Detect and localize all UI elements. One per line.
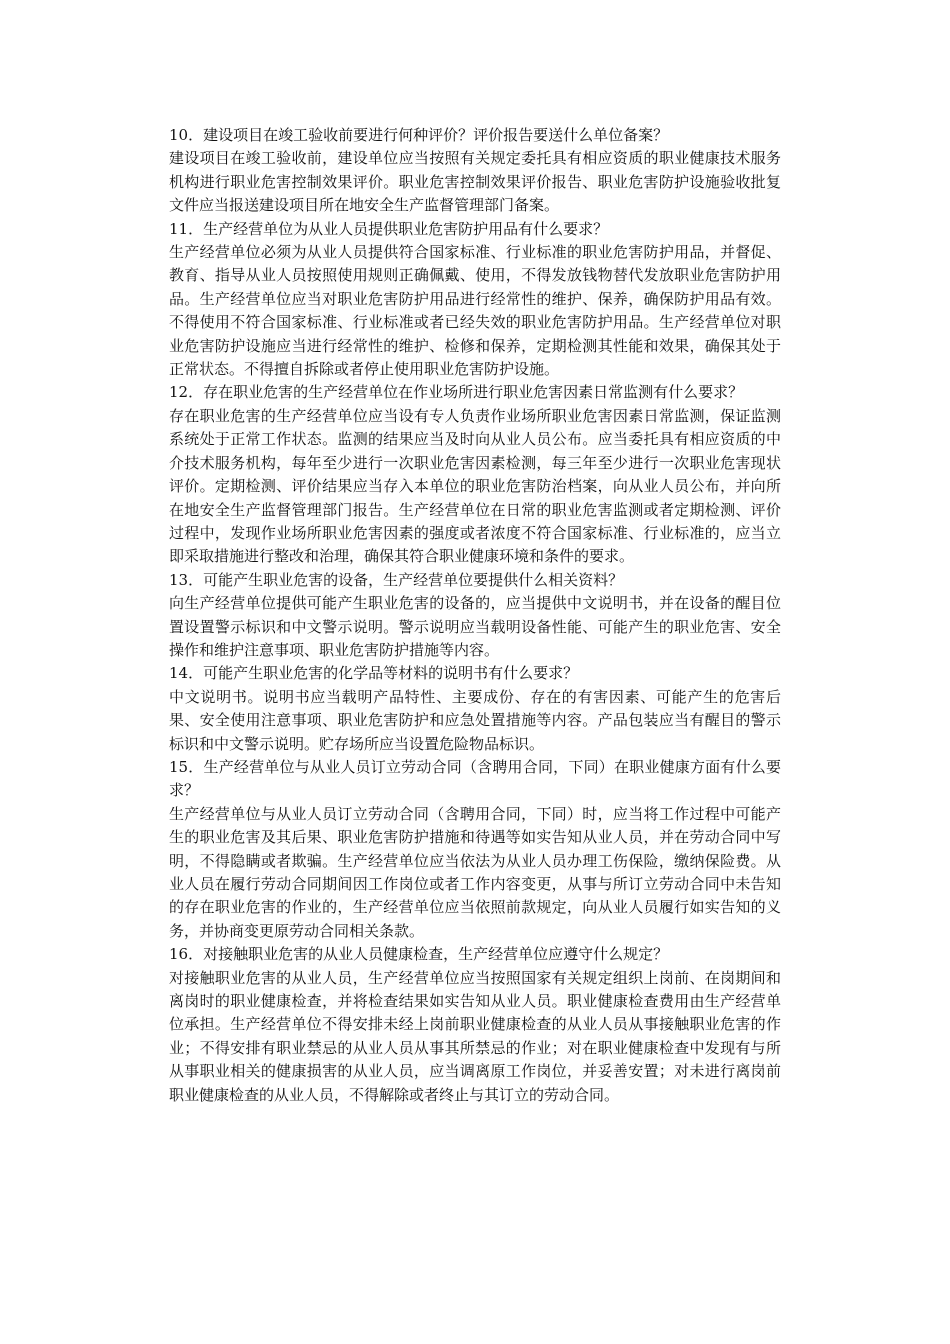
question-11: 11．生产经营单位为从业人员提供职业危害防护用品有什么要求？ — [169, 219, 609, 238]
document-body — [169, 124, 781, 1107]
answer-14: 中文说明书。说明书应当载明产品特性、主要成份、存在的有害因素、可能产生的危害后果、安全使用注意事项、职业危害防护和应急处置措施等内容。产品包装应当有醒目的警示标识和中文警示说明。贮存场所应当设置危险物品标识。 — [169, 687, 781, 753]
question-14: 14．可能产生职业危害的化学品等材料的说明书有什么要求？ — [169, 664, 579, 683]
answer-13: 向生产经营单位提供可能产生职业危害的设备的，应当提供中文说明书，并在设备的醒目位置设置警示标识和中文警示说明。警示说明应当载明设备性能、可能产生的职业危害、安全操作和维护注意事项、职业危害防护措施等内容。 — [169, 594, 781, 659]
answer-10: 建设项目在竣工验收前，建设单位应当按照有关规定委托具有相应资质的职业健康技术服务机构进行职业危害控制效果评价。职业危害控制效果评价报告、职业危害防护设施验收批复文件应当报送建设项目所在地安全生产监督管理部门备案。 — [169, 149, 781, 215]
answer-12: 存在职业危害的生产经营单位应当设有专人负责作业场所职业危害因素日常监测，保证监测系统处于正常工作状态。监测的结果应当及时向从业人员公布。应当委托具有相应资质的中介技术服务机构，每年至少进行一次职业危害因素检测，每三年至少进行一次职业危害现状评价。定期检测、评价结果应当存入本单位的职业危害防治档案，向从业人员公布，并向所在地安全生产监督管理部门报告。生产经营单位在日常的职业危害监测或者定期检测、评价过程中，发现作业场所职业危害因素的强度或者浓度不符合国家标准、行业标准的，应当立即采取措施进行整改和治理，确保其符合职业健康环境和条件的要求。 — [169, 406, 781, 566]
question-12: 12．存在职业危害的生产经营单位在作业场所进行职业危害因素日常监测有什么要求？ — [169, 383, 744, 402]
question-16: 16．对接触职业危害的从业人员健康检查，生产经营单位应遵守什么规定？ — [169, 945, 669, 964]
answer-16: 对接触职业危害的从业人员，生产经营单位应当按照国家有关规定组织上岗前、在岗期间和离岗时的职业健康检查，并将检查结果如实告知从业人员。职业健康检查费用由生产经营单位承担。生产经营单位不得安排未经上岗前职业健康检查的从业人员从事接触职业危害的作业；不得安排有职业禁忌的从业人员从事其所禁忌的作业；对在职业健康检查中发现有与所从事职业相关的健康损害的从业人员，应当调离原工作岗位，并妥善安置；对未进行离岗前职业健康检查的从业人员，不得解除或者终止与其订立的劳动合同。 — [169, 968, 781, 1104]
question-15: 15．生产经营单位与从业人员订立劳动合同（含聘用合同，下同）在职业健康方面有什么要求？ — [169, 757, 781, 800]
question-13: 13．可能产生职业危害的设备，生产经营单位要提供什么相关资料？ — [169, 570, 624, 589]
answer-11: 生产经营单位必须为从业人员提供符合国家标准、行业标准的职业危害防护用品，并督促、教育、指导从业人员按照使用规则正确佩戴、使用，不得发放钱物替代发放职业危害防护用品。生产经营单位应当对职业危害防护用品进行经常性的维护、保养，确保防护用品有效。不得使用不符合国家标准、行业标准或者已经失效的职业危害防护用品。生产经营单位对职业危害防护设施应当进行经常性的维护、检修和保养，定期检测其性能和效果，确保其处于正常状态。不得擅自拆除或者停止使用职业危害防护设施。 — [169, 243, 781, 379]
answer-15: 生产经营单位与从业人员订立劳动合同（含聘用合同，下同）时，应当将工作过程中可能产生的职业危害及其后果、职业危害防护措施和待遇等如实告知从业人员，并在劳动合同中写明，不得隐瞒或者欺骗。生产经营单位应当依法为从业人员办理工伤保险，缴纳保险费。从业人员在履行劳动合同期间因工作岗位或者工作内容变更，从事与所订立劳动合同中未告知的存在职业危害的作业的，生产经营单位应当依照前款规定，向从业人员履行如实告知的义务，并协商变更原劳动合同相关条款。 — [169, 804, 781, 940]
question-10: 10．建设项目在竣工验收前要进行何种评价？评价报告要送什么单位备案？ — [169, 126, 669, 144]
